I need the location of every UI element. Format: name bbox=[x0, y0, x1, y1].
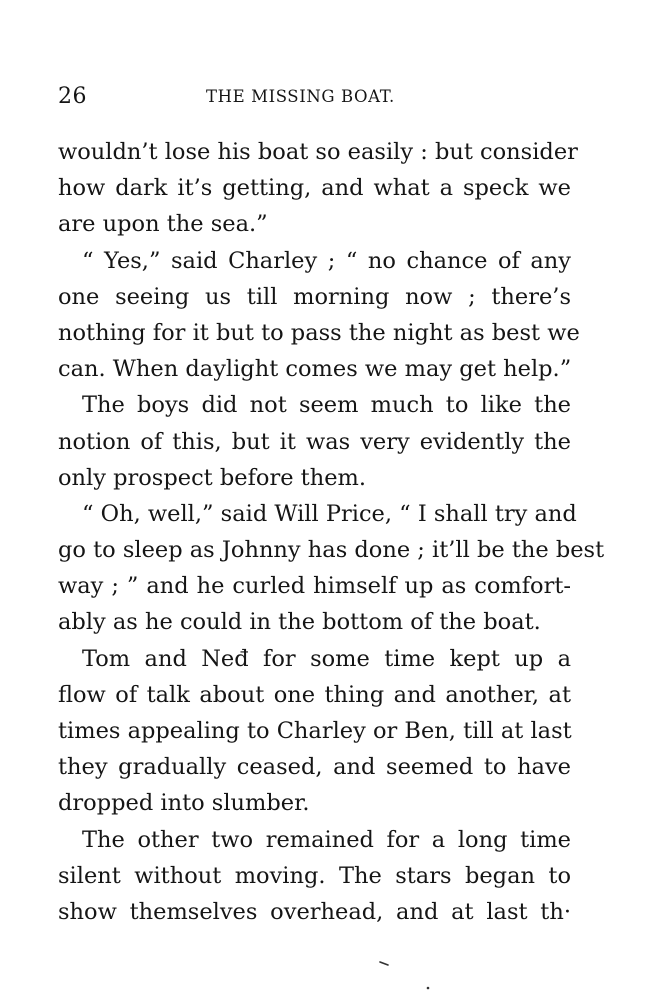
text-line: how dark it’s getting, and what a speck we bbox=[58, 175, 571, 202]
text-line: they gradually ceased, and seemed to have bbox=[58, 754, 571, 781]
text-line: “ Oh, well,” said Will Price, “ I shall try and bbox=[82, 500, 577, 527]
page-number: 26 bbox=[58, 84, 87, 109]
text-line: wouldn’t lose his boat so easily : but consider bbox=[58, 139, 578, 165]
text-line: The other two remained for a long time bbox=[82, 826, 571, 853]
text-line: are upon the sea.” bbox=[58, 211, 268, 238]
paragraph bbox=[58, 387, 571, 496]
text-line: “ Yes,” said Charley ; “ no chance of any bbox=[82, 247, 571, 274]
paragraph bbox=[58, 822, 571, 931]
paragraph bbox=[58, 641, 571, 822]
text-line: go to sleep as Johnny has done ; it’ll be the best bbox=[58, 537, 605, 564]
body-text bbox=[58, 134, 605, 930]
page-header bbox=[58, 84, 569, 114]
paragraph bbox=[58, 243, 580, 388]
text-line: times appealing to Charley or Ben, till at last bbox=[58, 718, 572, 744]
text-line: dropped into slumber. bbox=[58, 790, 310, 817]
text-line: ably as he could in the bottom of the boat. bbox=[58, 609, 541, 636]
text-line: way ; ” and he curled himself up as comfort- bbox=[58, 573, 571, 600]
text-line: silent without moving. The stars began to bbox=[58, 862, 571, 889]
text-line: one seeing us till morning now ; there’s bbox=[58, 283, 571, 310]
running-title: THE MISSING BOAT. bbox=[206, 87, 395, 106]
text-line: The boys did not seem much to like the bbox=[82, 392, 571, 419]
paragraph bbox=[58, 134, 578, 243]
text-line: can. When daylight comes we may get help.” bbox=[58, 356, 572, 383]
text-line: show themselves overhead, and at last th· bbox=[58, 898, 571, 925]
text-line: nothing for it but to pass the night as best we bbox=[58, 319, 580, 346]
text-line: notion of this, but it was very evidently the bbox=[58, 428, 571, 455]
text-line: Tom and Neđ for some time kept up a bbox=[82, 645, 571, 672]
text-line: only prospect before them. bbox=[58, 464, 367, 491]
paragraph bbox=[58, 496, 605, 641]
text-line: flow of talk about one thing and another, at bbox=[58, 681, 571, 708]
